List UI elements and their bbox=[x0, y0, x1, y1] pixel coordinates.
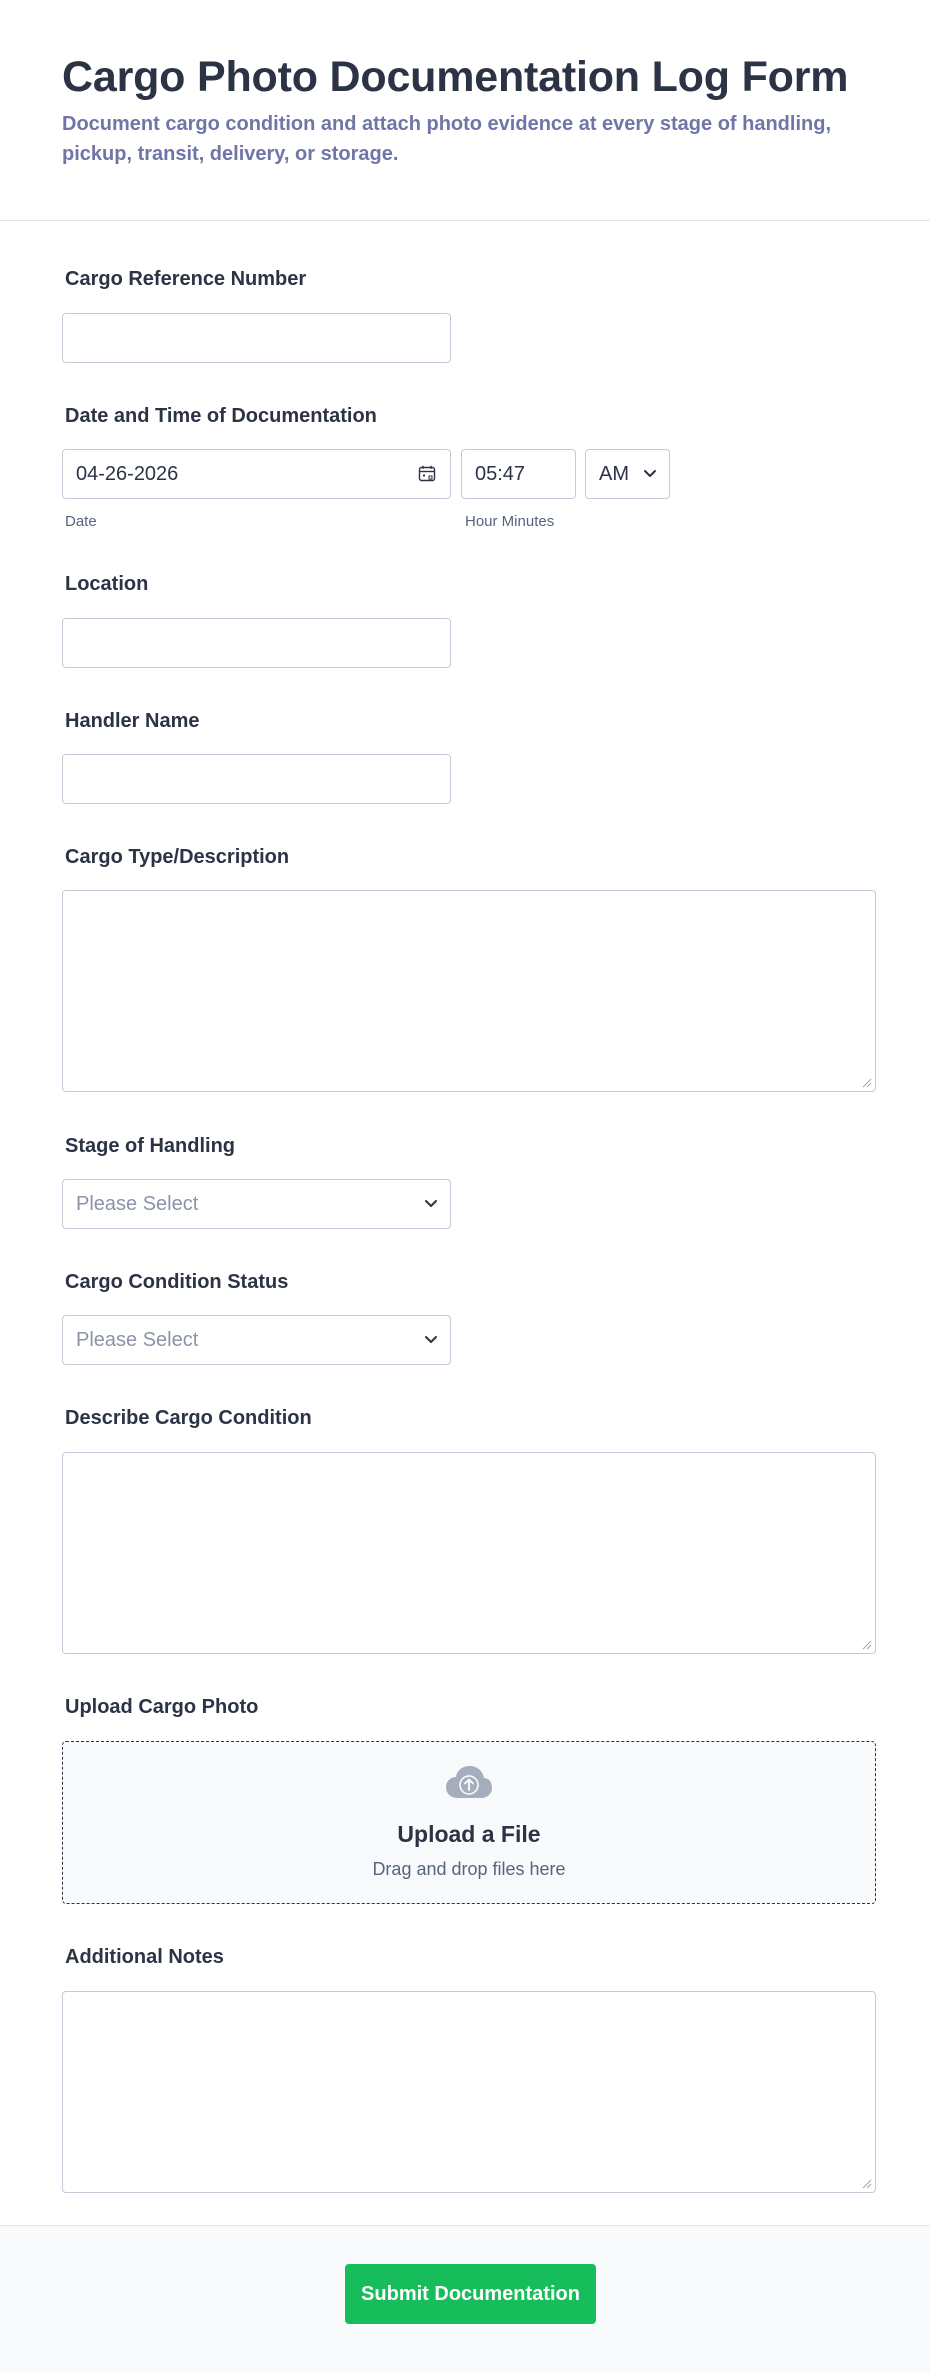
ampm-select[interactable] bbox=[585, 449, 670, 499]
resize-handle-icon[interactable] bbox=[862, 1078, 872, 1088]
resize-handle-icon[interactable] bbox=[862, 1640, 872, 1650]
additional-notes-textarea[interactable] bbox=[62, 1991, 876, 2193]
stage-of-handling-label: Stage of Handling bbox=[65, 1135, 235, 1157]
chevron-down-icon bbox=[424, 1199, 438, 1209]
location-label: Location bbox=[65, 573, 149, 595]
stage-of-handling-placeholder: Please Select bbox=[76, 1193, 199, 1215]
form-subtitle: Document cargo condition and attach photo evidence at every stage of handling, pickup, transit, delivery, or storage. bbox=[62, 113, 832, 165]
form-header bbox=[0, 0, 930, 221]
upload-title: Upload a File bbox=[397, 1821, 541, 1847]
date-sublabel: Date bbox=[65, 513, 97, 530]
additional-notes-label: Additional Notes bbox=[65, 1946, 224, 1968]
handler-name-label: Handler Name bbox=[65, 710, 200, 732]
datetime-label: Date and Time of Documentation bbox=[65, 405, 377, 427]
condition-status-select[interactable] bbox=[62, 1315, 451, 1365]
cargo-reference-input[interactable] bbox=[62, 313, 451, 363]
condition-status-label: Cargo Condition Status bbox=[65, 1271, 289, 1293]
condition-description-textarea[interactable] bbox=[62, 1452, 876, 1654]
resize-handle-icon[interactable] bbox=[862, 2179, 872, 2189]
time-input[interactable] bbox=[461, 449, 576, 499]
form-footer bbox=[0, 2225, 930, 2372]
calendar-icon[interactable] bbox=[418, 465, 436, 483]
stage-of-handling-select[interactable] bbox=[62, 1179, 451, 1229]
cargo-type-textarea[interactable] bbox=[62, 890, 876, 1092]
file-upload-dropzone[interactable] bbox=[62, 1741, 876, 1904]
cargo-type-label: Cargo Type/Description bbox=[65, 846, 290, 868]
submit-button[interactable]: Submit Documentation bbox=[345, 2264, 596, 2324]
handler-name-input[interactable] bbox=[62, 754, 451, 804]
condition-description-label: Describe Cargo Condition bbox=[65, 1407, 312, 1429]
time-sublabel: Hour Minutes bbox=[465, 513, 555, 530]
chevron-down-icon bbox=[424, 1335, 438, 1345]
time-value: 05:47 bbox=[475, 463, 526, 485]
location-input[interactable] bbox=[62, 618, 451, 668]
chevron-down-icon bbox=[643, 469, 657, 479]
ampm-value: AM bbox=[599, 463, 629, 485]
cloud-upload-icon bbox=[445, 1765, 493, 1801]
condition-status-placeholder: Please Select bbox=[76, 1329, 199, 1351]
date-value: 04-26-2026 bbox=[76, 463, 179, 485]
date-input[interactable] bbox=[62, 449, 451, 499]
upload-photo-label: Upload Cargo Photo bbox=[65, 1696, 259, 1718]
cargo-reference-label: Cargo Reference Number bbox=[65, 268, 307, 290]
upload-hint: Drag and drop files here bbox=[372, 1859, 566, 1879]
form-title: Cargo Photo Documentation Log Form bbox=[62, 53, 849, 101]
